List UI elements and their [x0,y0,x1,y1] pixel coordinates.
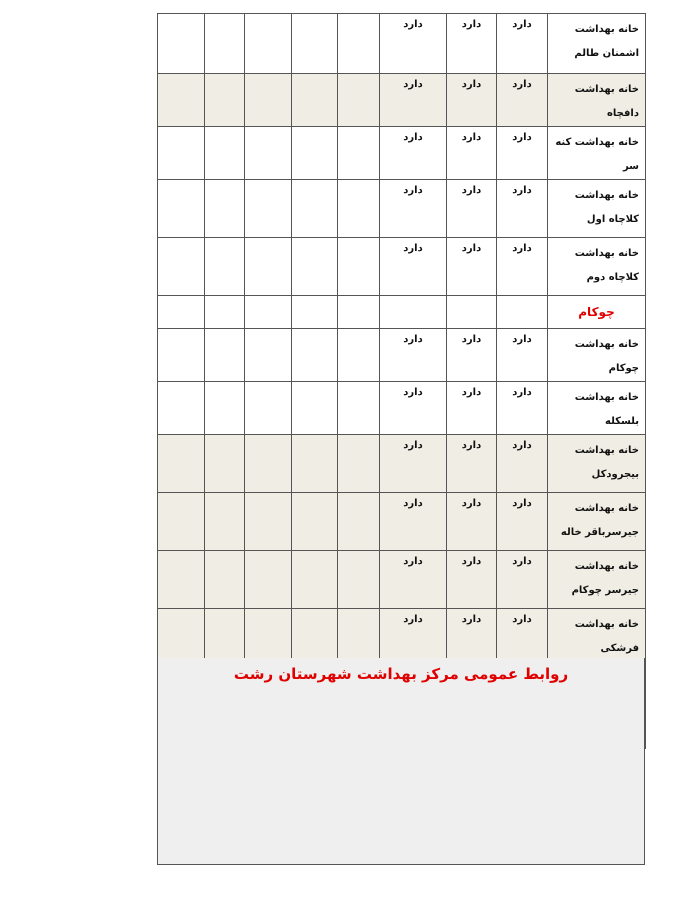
status-cell [245,14,292,74]
section-header-row [158,296,646,329]
status-cell [245,127,292,180]
status-cell [158,329,205,382]
status-cell: دارد [497,493,548,551]
status-cell [205,382,245,435]
status-cell: دارد [447,14,497,74]
status-cell: دارد [380,14,447,74]
status-cell: دارد [497,609,548,662]
status-cell [158,127,205,180]
status-cell [292,238,338,296]
status-cell [205,551,245,609]
status-cell [292,329,338,382]
status-cell [338,609,380,662]
status-cell: دارد [380,127,447,180]
status-cell: دارد [380,551,447,609]
status-cell [292,435,338,493]
status-cell: دارد [447,238,497,296]
table-row [158,493,646,551]
facility-name: خانه بهداشت جیرسر چوکام [548,551,646,609]
status-cell [245,493,292,551]
status-cell [338,127,380,180]
status-cell: دارد [380,382,447,435]
table-row [158,238,646,296]
status-cell [205,493,245,551]
status-cell: دارد [380,238,447,296]
status-cell [447,296,497,329]
status-cell [338,329,380,382]
status-cell [292,551,338,609]
status-cell [338,296,380,329]
status-cell [245,74,292,127]
status-cell [245,238,292,296]
status-cell: دارد [380,493,447,551]
table-row [158,74,646,127]
health-houses-table-wrapper [157,13,645,749]
status-cell: دارد [497,435,548,493]
status-cell [158,382,205,435]
footer-title: روابط عمومی مرکز بهداشت شهرستان رشت [233,665,569,683]
status-cell: دارد [497,14,548,74]
status-cell [205,238,245,296]
status-cell [245,180,292,238]
facility-name: خانه بهداشت کلاچاه اول [548,180,646,238]
status-cell: دارد [447,551,497,609]
status-cell [205,74,245,127]
status-cell [158,493,205,551]
status-cell: دارد [447,127,497,180]
status-cell [292,382,338,435]
status-cell [380,296,447,329]
status-cell: دارد [497,551,548,609]
status-cell [292,609,338,662]
status-cell [245,435,292,493]
status-cell: دارد [447,74,497,127]
facility-name: خانه بهداشت چوکام [548,329,646,382]
status-cell [205,127,245,180]
status-cell [158,551,205,609]
status-cell [245,296,292,329]
table-row [158,180,646,238]
status-cell: دارد [380,435,447,493]
facility-name: خانه بهداشت اشمنان طالم [548,14,646,74]
status-cell [245,329,292,382]
table-row [158,127,646,180]
status-cell: دارد [447,180,497,238]
status-cell [205,296,245,329]
status-cell [292,127,338,180]
status-cell: دارد [447,435,497,493]
status-cell [245,609,292,662]
table-body [158,14,646,749]
table-row [158,382,646,435]
status-cell: دارد [447,609,497,662]
status-cell: دارد [447,382,497,435]
status-cell [158,238,205,296]
status-cell [338,382,380,435]
status-cell [292,296,338,329]
status-cell [338,435,380,493]
status-cell [158,435,205,493]
section-title: چوکام [548,296,646,329]
status-cell: دارد [380,329,447,382]
status-cell: دارد [497,127,548,180]
status-cell [497,296,548,329]
status-cell: دارد [497,238,548,296]
status-cell [292,74,338,127]
facility-name: خانه بهداشت کنه سر [548,127,646,180]
status-cell [338,74,380,127]
status-cell [205,435,245,493]
table-row [158,609,646,662]
status-cell: دارد [380,180,447,238]
status-cell: دارد [497,329,548,382]
status-cell: دارد [497,382,548,435]
facility-name: خانه بهداشت دافچاه [548,74,646,127]
status-cell [292,493,338,551]
status-cell [338,493,380,551]
status-cell: دارد [497,74,548,127]
facility-name: خانه بهداشت جیرسرباقر خاله [548,493,646,551]
status-cell [338,180,380,238]
table-row [158,435,646,493]
status-cell: دارد [380,609,447,662]
status-cell [245,551,292,609]
facility-name: خانه بهداشت کلاچاه دوم [548,238,646,296]
table-row [158,551,646,609]
status-cell [158,180,205,238]
status-cell [292,14,338,74]
facility-name: خانه بهداشت فرشکی [548,609,646,662]
status-cell [158,296,205,329]
status-cell [292,180,338,238]
status-cell [205,329,245,382]
status-cell [338,551,380,609]
table-row [158,14,646,74]
footer-box [157,658,645,865]
facility-name: خانه بهداشت بلسکله [548,382,646,435]
status-cell [205,609,245,662]
status-cell [205,180,245,238]
status-cell [158,74,205,127]
table-row [158,329,646,382]
status-cell [338,14,380,74]
status-cell [158,14,205,74]
status-cell [245,382,292,435]
status-cell: دارد [447,329,497,382]
status-cell: دارد [380,74,447,127]
health-houses-table [157,13,646,749]
status-cell [338,238,380,296]
status-cell: دارد [447,493,497,551]
facility-name: خانه بهداشت بیجرودکل [548,435,646,493]
status-cell [158,609,205,662]
status-cell: دارد [497,180,548,238]
status-cell [205,14,245,74]
